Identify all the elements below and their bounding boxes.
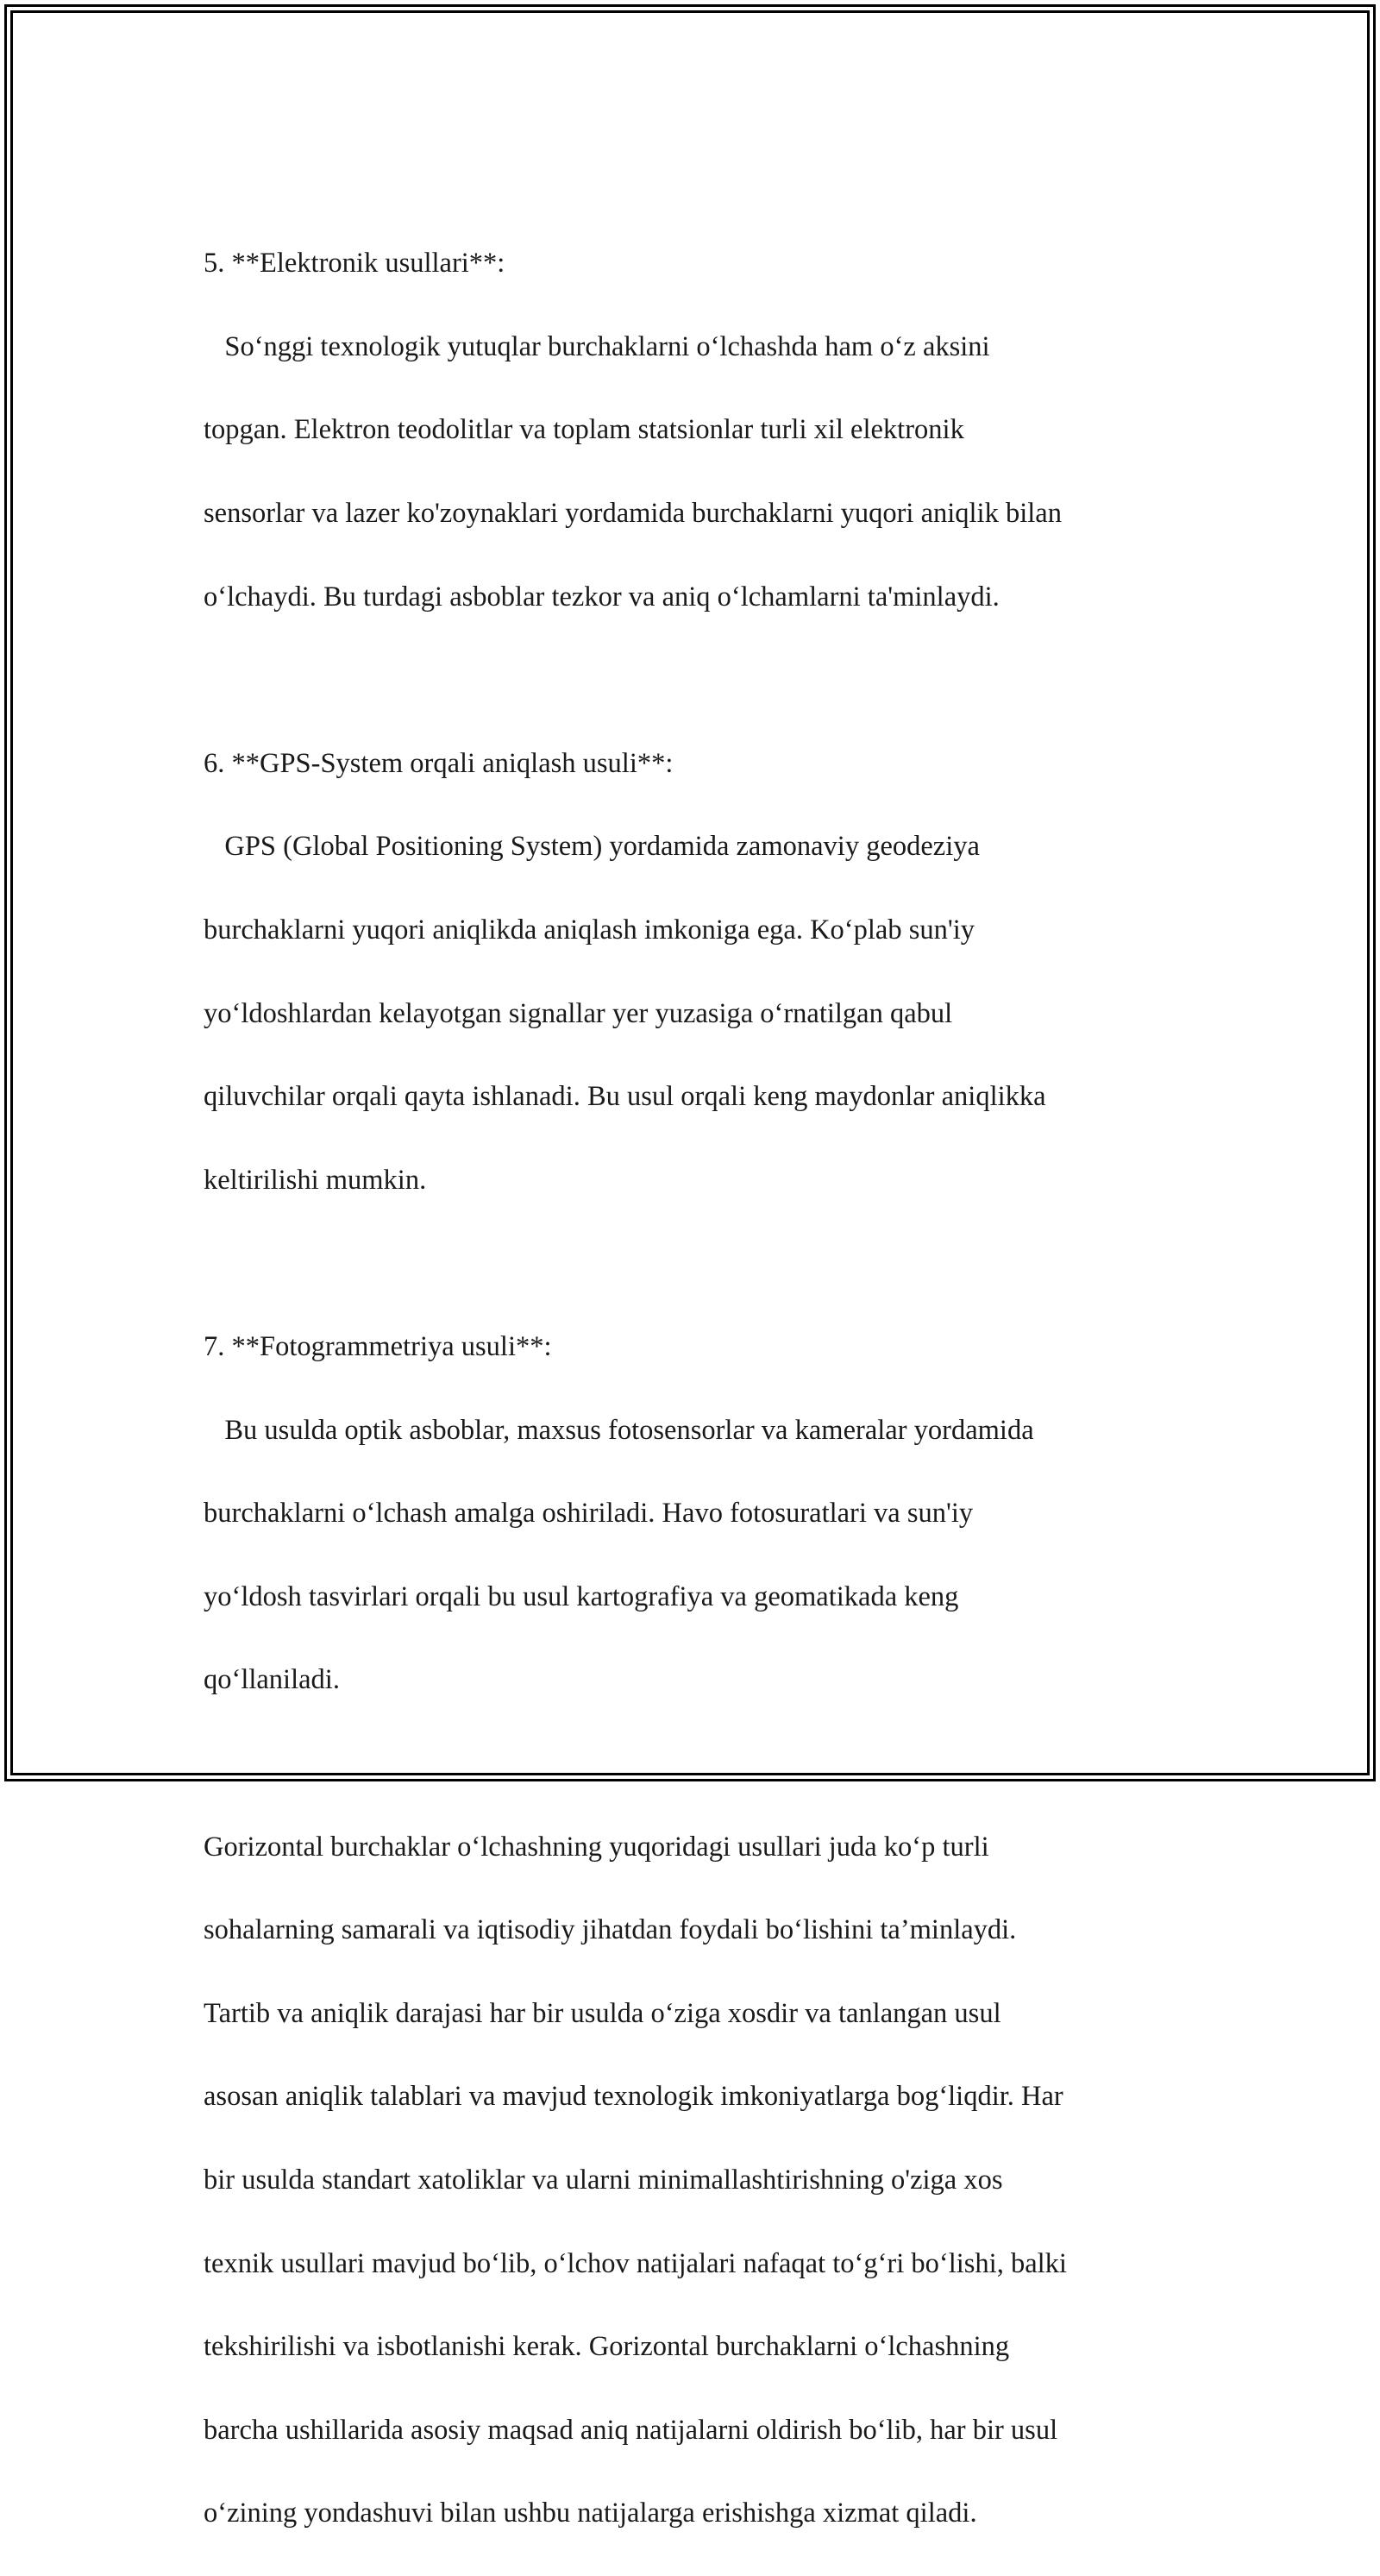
section-gps	[204, 701, 1187, 1243]
section-text-line: yo‘ldosh tasvirlari orqali bu usul kartografiya va geomatikada keng	[204, 1580, 959, 1612]
conclusion-text-line: sohalarning samarali va iqtisodiy jihatdan foydali bo‘lishini ta’minlaydi.	[204, 1914, 1017, 1946]
conclusion-text-line: tekshirilishi va isbotlanishi kerak. Gorizontal burchaklarni o‘lchashning	[204, 2331, 1010, 2363]
section-text-line: topgan. Elektron teodolitlar va toplam statsionlar turli xil elektronik	[204, 414, 964, 446]
conclusion-text-line: Gorizontal burchaklar o‘lchashning yuqoridagi usullari juda ko‘p turli	[204, 1831, 989, 1863]
section-text-line: burchaklarni yuqori aniqlikda aniqlash imkoniga ega. Ko‘plab sun'iy	[204, 914, 975, 946]
section-text-line: qo‘llaniladi.	[204, 1664, 340, 1696]
conclusion-paragraph	[204, 1784, 1187, 2576]
section-text-line: burchaklarni o‘lchash amalga oshiriladi. Havo fotosuratlari va sun'iy	[204, 1498, 974, 1530]
document-body	[204, 201, 1187, 2576]
section-heading: 7. **Fotogrammetriya usuli**:	[204, 1331, 552, 1363]
paragraph-gap	[204, 1242, 1187, 1284]
section-text-line: GPS (Global Positioning System) yordamida zamonaviy geodeziya	[204, 831, 980, 863]
section-photogrammetry	[204, 1285, 1187, 1743]
paragraph-gap	[204, 1743, 1187, 1784]
paragraph-gap	[204, 659, 1187, 701]
conclusion-text-line: barcha ushillarida asosiy maqsad aniq natijalarni oldirish bo‘lib, har bir usul	[204, 2414, 1058, 2446]
section-heading: 6. **GPS-System orqali aniqlash usuli**:	[204, 747, 674, 779]
section-text-line: qiluvchilar orqali qayta ishlanadi. Bu usul orqali keng maydonlar aniqlikka	[204, 1081, 1046, 1113]
section-heading: 5. **Elektronik usullari**:	[204, 248, 505, 280]
section-text-line: Bu usulda optik asboblar, maxsus fotosensorlar va kameralar yordamida	[204, 1414, 1034, 1446]
section-text-line: So‘nggi texnologik yutuqlar burchaklarni o‘lchashda ham o‘z aksini	[204, 330, 990, 362]
section-text-line: keltirilishi mumkin.	[204, 1164, 427, 1196]
section-text-line: yo‘ldoshlardan kelayotgan signallar yer yuzasiga o‘rnatilgan qabul	[204, 997, 953, 1029]
conclusion-text-line: Tartib va aniqlik darajasi har bir usulda o‘ziga xosdir va tanlangan usul	[204, 1997, 1001, 2029]
section-text-line: o‘lchaydi. Bu turdagi asboblar tezkor va aniq o‘lchamlarni ta'minlaydi.	[204, 581, 1000, 613]
conclusion-text-line: texnik usullari mavjud bo‘lib, o‘lchov natijalari nafaqat to‘g‘ri bo‘lishi, balki	[204, 2247, 1067, 2279]
conclusion-text-line: o‘zining yondashuvi bilan ushbu natijalarga erishishga xizmat qiladi.	[204, 2497, 977, 2529]
conclusion-text-line: bir usulda standart xatoliklar va ularni minimallashtirishning o'ziga xos	[204, 2164, 1003, 2196]
conclusion-text-line: asosan aniqlik talablari va mavjud texnologik imkoniyatlarga bog‘liqdir. Har	[204, 2081, 1063, 2113]
section-text-line: sensorlar va lazer ko'zoynaklari yordamida burchaklarni yuqori aniqlik bilan	[204, 498, 1062, 530]
section-electronic	[204, 201, 1187, 659]
